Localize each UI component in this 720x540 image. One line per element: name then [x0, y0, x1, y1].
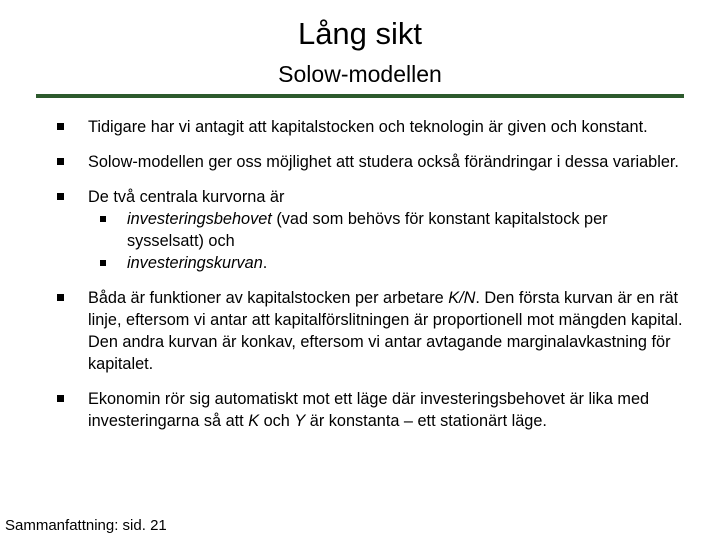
term-investeringsbehovet: investeringsbehovet — [127, 210, 272, 228]
bullet-text: Solow-modellen ger oss möjlighet att studera också förändringar i dessa variabler. — [88, 153, 679, 171]
bullet-text: . Den första kurvan är en rät linje, eftersom vi antar att kapitalförslitningen är proportionell mot mängden kapital. Den andra kurvan är konkav, eftersom vi antar avtagande marginalavkastning för kapitalet. — [88, 289, 683, 373]
title-divider — [36, 94, 684, 98]
bullet-item — [57, 186, 687, 274]
square-bullet-icon — [100, 260, 106, 266]
bullet-text: och — [259, 412, 295, 430]
variable-kn: K/N — [448, 289, 476, 307]
bullet-text: Båda är funktioner av kapitalstocken per arbetare — [88, 289, 449, 307]
term-investeringskurvan: investeringskurvan — [127, 254, 263, 272]
bullet-text: Ekonomin rör sig automatiskt mot ett läge där investeringsbehovet är lika med investeringarna så att — [88, 390, 650, 430]
bullet-item — [57, 116, 687, 138]
square-bullet-icon — [57, 123, 64, 130]
slide-title: Lång sikt — [297, 16, 423, 51]
bullet-item — [57, 388, 687, 432]
bullet-item — [57, 287, 687, 375]
slide-subtitle: Solow-modellen — [278, 61, 442, 87]
footer-reference: Sammanfattning: sid. 21 — [5, 517, 167, 534]
square-bullet-icon — [57, 158, 64, 165]
bullet-text: De två centrala kurvorna är — [88, 188, 285, 206]
bullet-text: Tidigare har vi antagit att kapitalstocken och teknologin är given och konstant. — [88, 118, 648, 136]
sub-bullet-item — [100, 252, 687, 274]
square-bullet-icon — [57, 395, 64, 402]
sub-bullet-text: (vad som behövs för konstant kapitalstock per sysselsatt) och — [127, 210, 608, 250]
variable-k: K — [248, 412, 260, 430]
bullet-item — [57, 151, 687, 173]
bullet-list — [57, 116, 687, 432]
square-bullet-icon — [57, 294, 64, 301]
square-bullet-icon — [100, 216, 106, 222]
sub-bullet-text: . — [262, 254, 268, 272]
sub-bullet-item — [100, 208, 687, 252]
variable-y: Y — [294, 412, 306, 430]
square-bullet-icon — [57, 193, 64, 200]
bullet-text: är konstanta – ett stationärt läge. — [305, 412, 547, 430]
